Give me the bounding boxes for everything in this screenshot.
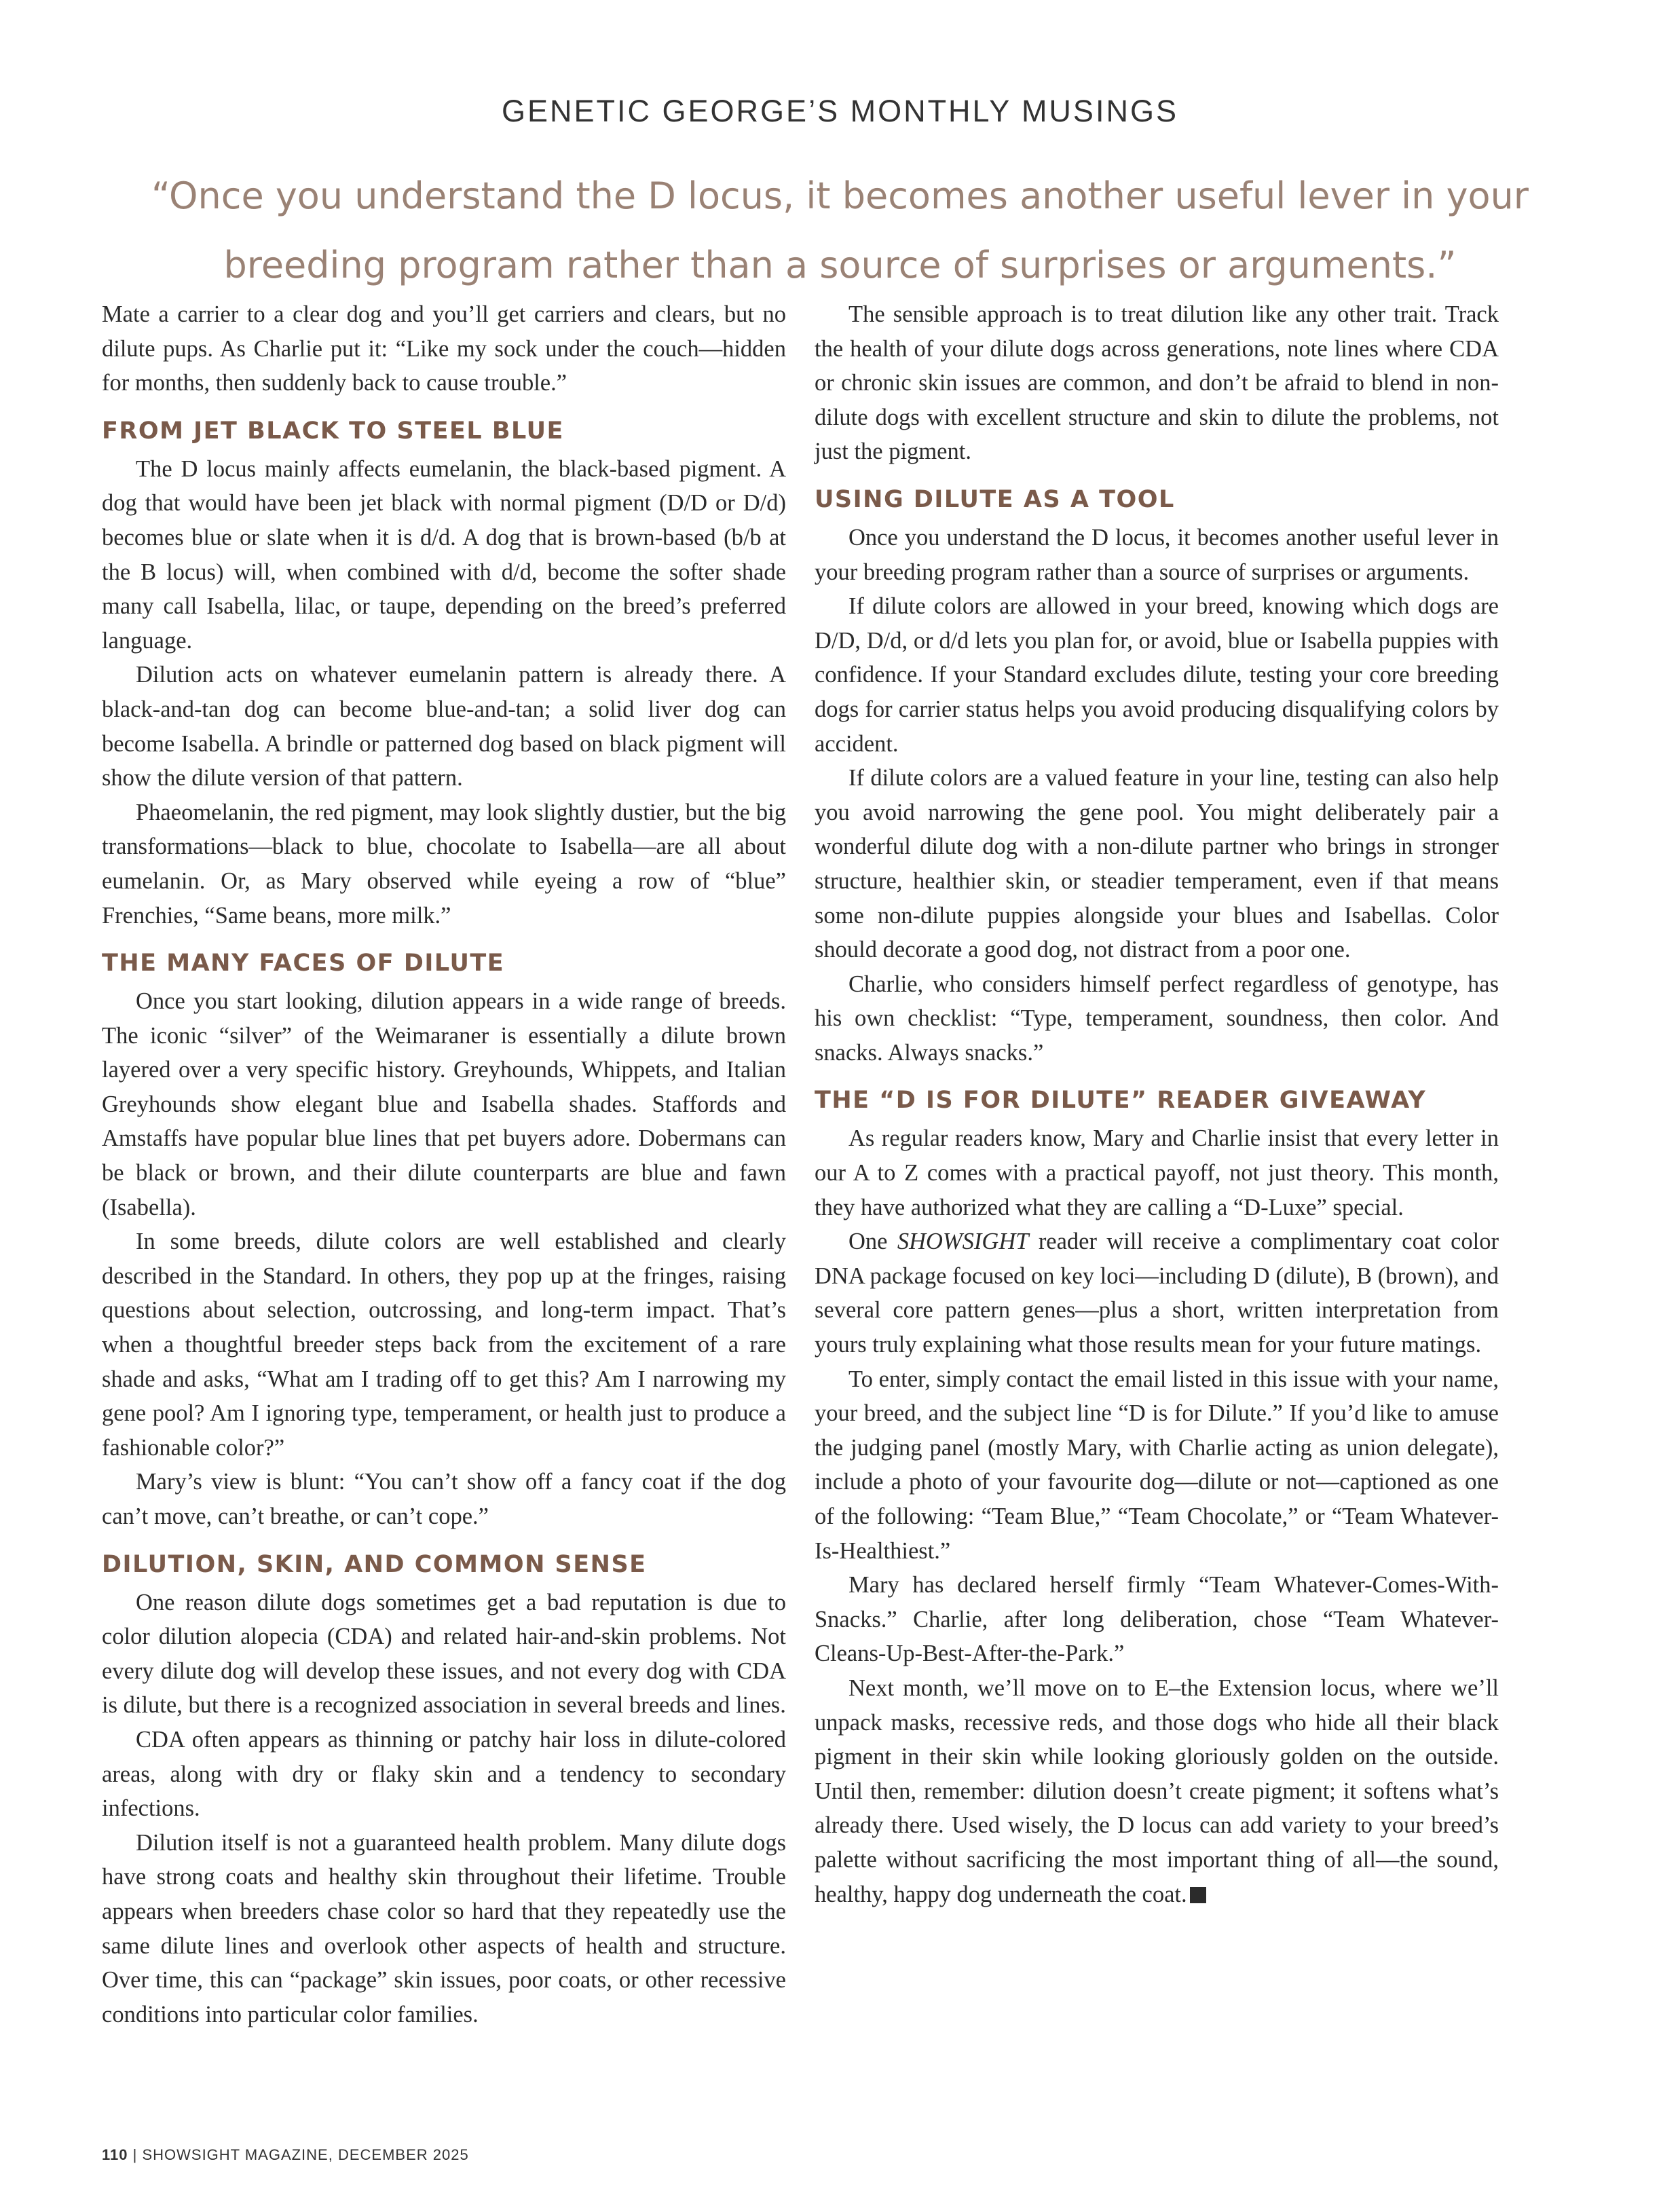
text-run: One xyxy=(848,1229,897,1255)
body-paragraph: One reason dilute dogs sometimes get a bad reputation is due to color dilution alopecia (CDA) and related hair-and-skin problems. Not every dilute dog will develop these issues, and not every dog with CDA is dilute, but there is a recognized association in several breeds and lines. xyxy=(102,1589,786,1719)
body-paragraph: As regular readers know, Mary and Charlie insist that every letter in our A to Z comes with a practical payoff, not just theory. This month, they have authorized what they are calling a “D-Luxe” special. xyxy=(815,1125,1499,1220)
body-paragraph: To enter, simply contact the email listed in this issue with your name, your breed, and the subject line “D is for Dilute.” If you’d like to amuse the judging panel (mostly Mary, with Charlie acting as union delegate), include a photo of your favourite dog—dilute or not—captioned as one of the following: “Team Blue,” “Team Chocolate,” or “Team Whatever-Is-Healthiest.” xyxy=(815,1366,1499,1564)
page-number: 110 xyxy=(102,2146,128,2163)
body-paragraph: Once you start looking, dilution appears in a wide range of breeds. The iconic “silver” of the Weimaraner is essentially a dilute brown layered over a very specific history. Greyhounds, Whippets, and Italian Greyhounds show elegant blue and Isabella shades. Staffords and Amstaffs have popular blue lines that pet buyers adore. Dobermans can be black or brown, and their dilute counterparts are blue and fawn (Isabella). xyxy=(102,988,786,1220)
running-title: GENETIC GEORGE’S MONTHLY MUSINGS xyxy=(502,94,1178,128)
body-paragraph: CDA often appears as thinning or patchy hair loss in dilute-colored areas, along with dry or flaky skin and a tendency to secondary infections. xyxy=(102,1726,786,1822)
section-heading: FROM JET BLACK TO STEEL BLUE xyxy=(102,417,564,445)
body-paragraph: Mary’s view is blunt: “You can’t show off a fancy coat if the dog can’t move, can’t breathe, or can’t cope.” xyxy=(102,1469,786,1529)
pull-quote: “Once you understand the D locus, it becomes another useful lever in your breeding program rather than a source of surprises or arguments.” xyxy=(151,174,1529,286)
body-paragraph: Dilution itself is not a guaranteed health problem. Many dilute dogs have strong coats and healthy skin throughout their lifetime. Trouble appears when breeders chase color so hard that they repeatedly use the same dilute lines and overlook other aspects of health and structure. Over time, this can “package” skin issues, poor coats, or other recessive conditions into particular color families. xyxy=(102,1829,786,2027)
end-mark-icon xyxy=(1190,1887,1206,1903)
body-paragraph: Once you understand the D locus, it becomes another useful lever in your breeding program rather than a source of surprises or arguments. xyxy=(815,524,1499,585)
body-paragraph: If dilute colors are a valued feature in your line, testing can also help you avoid narrowing the gene pool. You might deliberately pair a wonderful dilute dog with a non-dilute partner who brings in stronger structure, healthier skin, or steadier temperament, even if that means some non-dilute puppies alongside your blues and Isabellas. Color should decorate a good dog, not distract from a poor one. xyxy=(815,765,1499,963)
body-paragraph: The D locus mainly affects eumelanin, the black-based pigment. A dog that would have been jet black with normal pigment (D/D or D/d) becomes blue or slate when it is d/d. A dog that is brown-based (b/b at the B locus) will, when combined with d/d, become the softer shade many call Isabella, lilac, or taupe, depending on the breed’s preferred language. xyxy=(102,455,786,654)
body-paragraph: Mate a carrier to a clear dog and you’ll get carriers and clears, but no dilute pups. As Charlie put it: “Like my sock under the couch—hidden for months, then suddenly back to cause trouble.” xyxy=(102,301,786,396)
text-run: reader will receive a complimentary coat color DNA package focused on key loci—including D (dilute), B (brown), and several core pattern genes—plus a short, written interpretation from yours truly explaining what those results mean for your future matings. xyxy=(815,1229,1499,1358)
body-paragraph: Phaeomelanin, the red pigment, may look slightly dustier, but the big transformations—black to blue, chocolate to Isabella—are all about eumelanin. Or, as Mary observed while eyeing a row of “blue” Frenchies, “Same beans, more milk.” xyxy=(102,799,786,929)
final-paragraph xyxy=(815,1671,1499,1911)
body-paragraph: The sensible approach is to treat dilution like any other trait. Track the health of your dilute dogs across generations, note lines where CDA or chronic skin issues are common, and don’t be afraid to blend in non-dilute dogs with excellent structure and skin to dilute the problems, not just the pigment. xyxy=(815,301,1499,465)
section-heading: THE “D IS FOR DILUTE” READER GIVEAWAY xyxy=(815,1087,1427,1115)
page-footer xyxy=(102,2146,469,2164)
section-heading: USING DILUTE AS A TOOL xyxy=(815,485,1175,513)
section-heading: DILUTION, SKIN, AND COMMON SENSE xyxy=(102,1550,647,1578)
body-paragraph: In some breeds, dilute colors are well established and clearly described in the Standard. In others, they pop up at the fringes, raising questions about selection, outcrossing, and long-term impact. That’s when a thoughtful breeder steps back from the excitement of a rare shade and asks, “What am I trading off to get this? Am I narrowing my gene pool? Am I ignoring type, temperament, or health just to produce a fashionable color?” xyxy=(102,1229,786,1461)
body-paragraph: Charlie, who considers himself perfect regardless of genotype, has his own checklist: “Type, temperament, soundness, then color. And snacks. Always snacks.” xyxy=(815,971,1499,1066)
right-column xyxy=(815,297,1499,1911)
text-run: Next month, we’ll move on to E–the Extension locus, where we’ll unpack masks, recessive reds, and those dogs who hide all their black pigment in their skin while looking gloriously golden on the outside. Until then, remember: dilution doesn’t create pigment; it softens what’s already there. Used wisely, the D locus can add variety to your breed’s palette without sacrificing the most important thing of all—the sound, healthy, happy dog underneath the coat. xyxy=(815,1675,1499,1907)
body-paragraph: Dilution acts on whatever eumelanin pattern is already there. A black-and-tan dog can become blue-and-tan; a solid liver dog can become Isabella. A brindle or patterned dog based on black pigment will show the dilute version of that pattern. xyxy=(102,662,786,791)
body-paragraph: Mary has declared herself firmly “Team Whatever-Comes-With-Snacks.” Charlie, after long deliberation, chose “Team Whatever-Cleans-Up-Best-After-the-Park.” xyxy=(815,1572,1499,1667)
body-paragraph: If dilute colors are allowed in your breed, knowing which dogs are D/D, D/d, or d/d lets you plan for, or avoid, blue or Isabella puppies with confidence. If your Standard excludes dilute, testing your core breeding dogs for carrier status helps you avoid producing disqualifying colors by accident. xyxy=(815,593,1499,757)
publication-name: SHOWSIGHT MAGAZINE, DECEMBER 2025 xyxy=(142,2146,469,2163)
magazine-name: SHOWSIGHT xyxy=(897,1229,1029,1255)
footer-separator: | xyxy=(128,2146,143,2163)
left-column xyxy=(102,297,786,2032)
body-paragraph xyxy=(815,1224,1499,1362)
section-heading: THE MANY FACES OF DILUTE xyxy=(102,950,505,977)
